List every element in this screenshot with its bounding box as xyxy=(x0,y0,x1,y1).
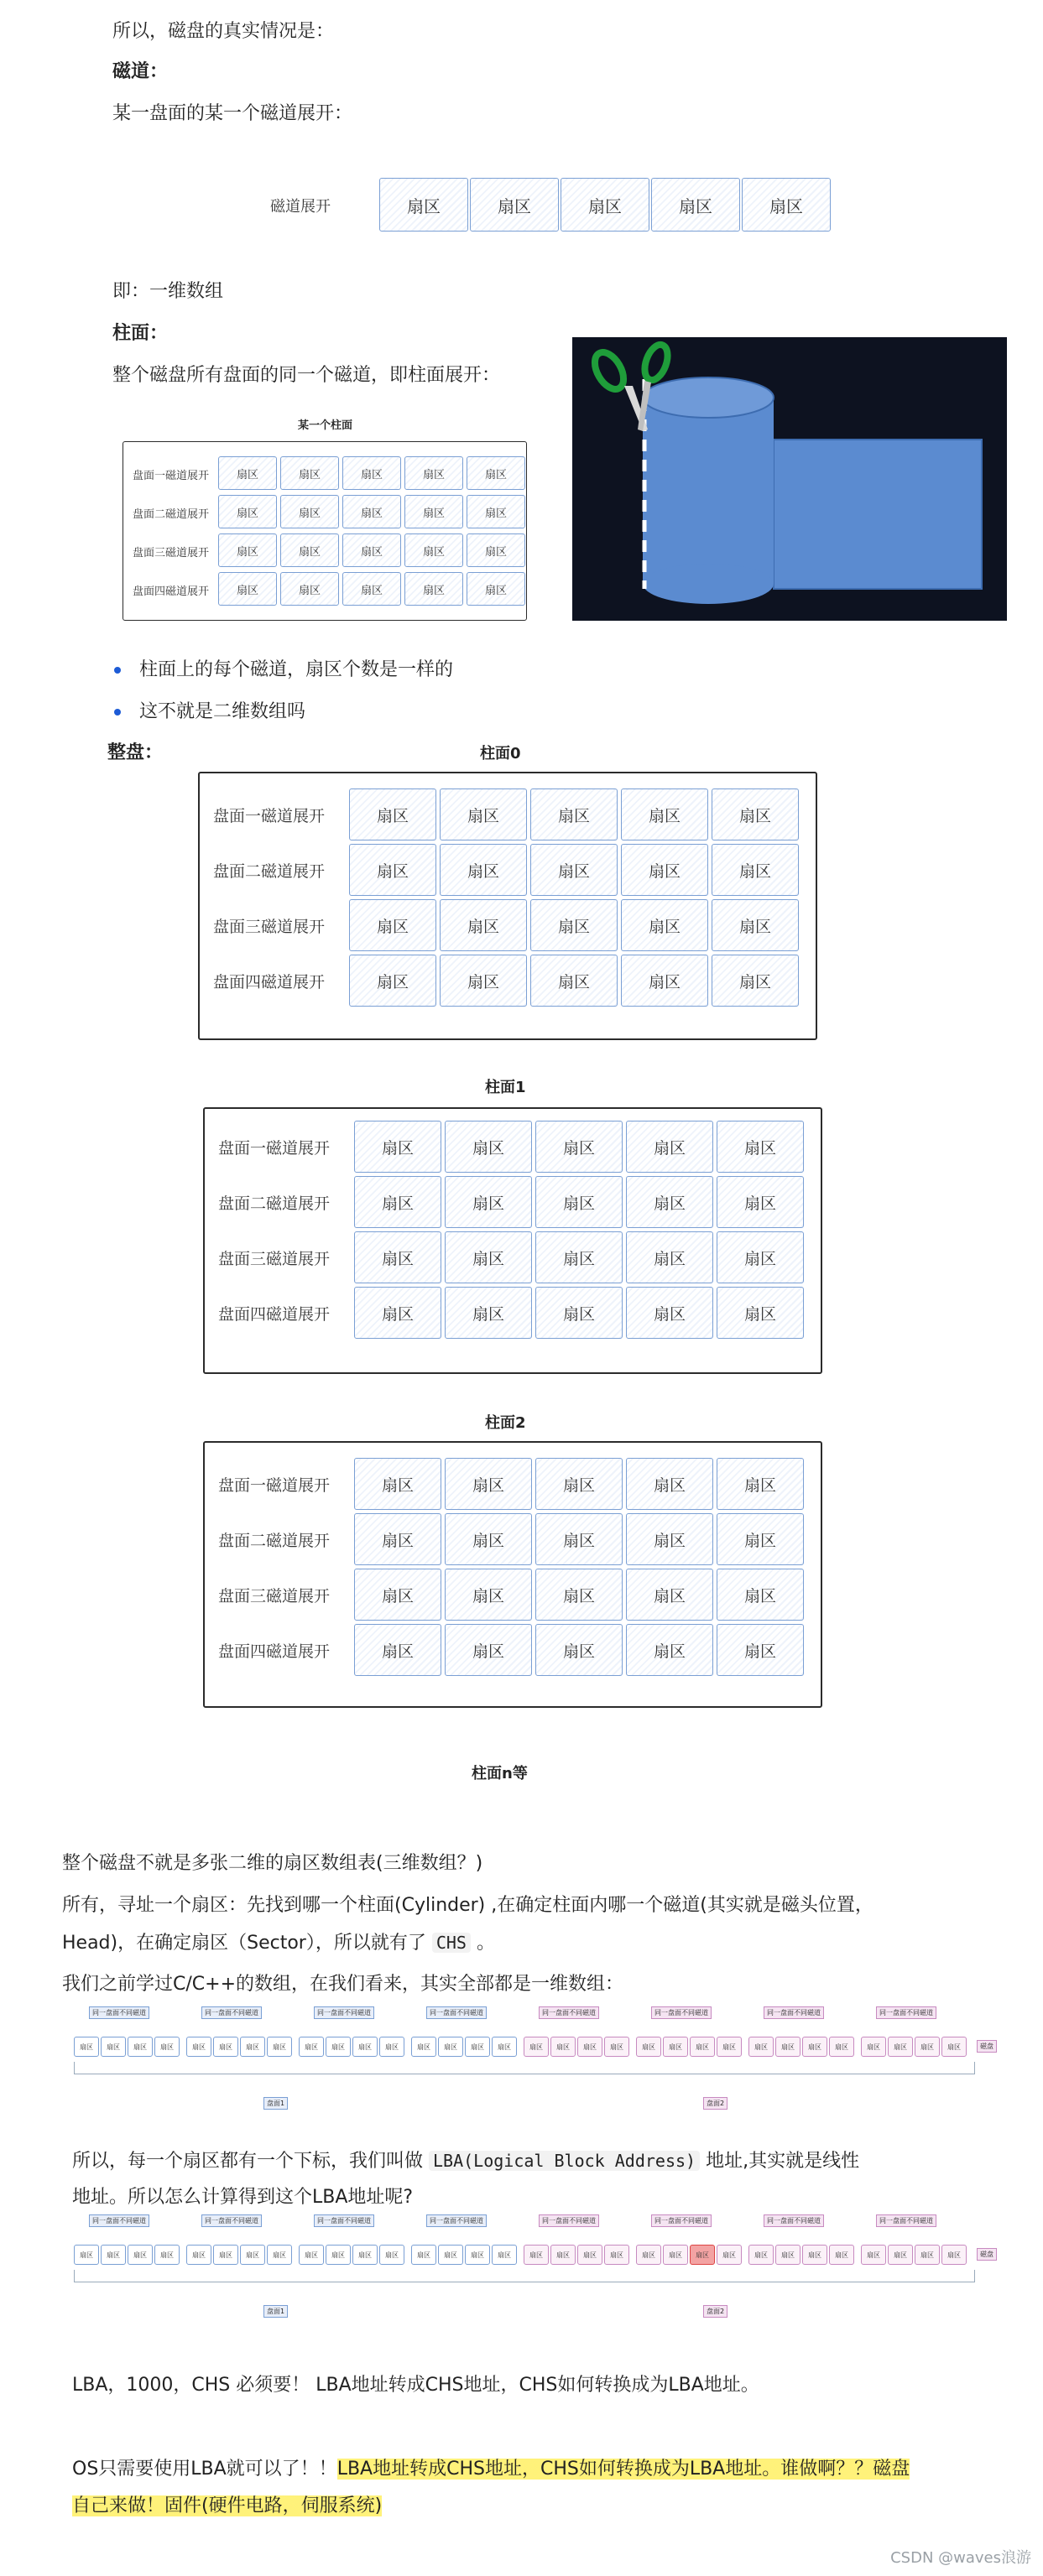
sector-cell: 扇区 xyxy=(524,2037,549,2057)
row-label: 盘面一磁道展开 xyxy=(218,1139,331,1158)
cylinder-1-title: 柱面1 xyxy=(485,1079,526,1096)
watermark: CSDN @waves浪游 xyxy=(890,2549,1031,2567)
sector-cell: 扇区 xyxy=(636,2037,661,2057)
sector-cell: 扇区 xyxy=(621,955,708,1007)
sector-cell: 扇区 xyxy=(621,899,708,951)
strip-bracket xyxy=(74,2062,975,2074)
sector-cell: 扇区 xyxy=(941,2245,967,2265)
row-label: 盘面一磁道展开 xyxy=(213,807,326,825)
sector-cell: 扇区 xyxy=(299,2245,324,2265)
cylinder-desc: 整个磁盘所有盘面的同一个磁道，即柱面展开： xyxy=(112,365,501,386)
strip-group-label: 同一盘面不同磁道 xyxy=(426,2214,487,2227)
sector-cell: 扇区 xyxy=(915,2245,940,2265)
sector-cell: 扇区 xyxy=(379,178,468,232)
row-label: 盘面三磁道展开 xyxy=(218,1587,331,1605)
strip-group-label: 同一盘面不同磁道 xyxy=(89,2214,149,2227)
row-label: 盘面三磁道展开 xyxy=(218,1250,331,1268)
bullet-dot xyxy=(114,667,121,674)
sector-cell: 扇区 xyxy=(467,533,525,567)
sector-cell: 扇区 xyxy=(530,788,618,840)
sector-cell: 扇区 xyxy=(626,1624,713,1676)
sector-cell: 扇区 xyxy=(712,899,799,951)
strip-end-label: 磁盘 xyxy=(977,2040,997,2053)
strip-group-label: 同一盘面不同磁道 xyxy=(764,2006,824,2019)
strip-bottom-label: 盘面1 xyxy=(263,2097,288,2110)
sector-cell: 扇区 xyxy=(561,178,649,232)
strip-group-label: 同一盘面不同磁道 xyxy=(539,2006,599,2019)
row-label: 盘面三磁道展开 xyxy=(133,547,210,559)
sector-cell: 扇区 xyxy=(577,2245,602,2265)
sector-cell: 扇区 xyxy=(354,1176,441,1228)
sector-cell: 扇区 xyxy=(128,2037,153,2057)
cylinder-2-title: 柱面2 xyxy=(485,1414,526,1432)
sector-cell: 扇区 xyxy=(626,1176,713,1228)
sector-cell: 扇区 xyxy=(663,2037,688,2057)
sector-cell: 扇区 xyxy=(354,1121,441,1173)
sector-cell: 扇区 xyxy=(154,2037,180,2057)
sector-cell: 扇区 xyxy=(128,2245,153,2265)
cylinder-top xyxy=(643,377,774,418)
sector-cell: 扇区 xyxy=(621,844,708,896)
row-label: 盘面一磁道展开 xyxy=(133,470,210,482)
sector-cell: 扇区 xyxy=(535,1458,623,1510)
row-label: 盘面一磁道展开 xyxy=(218,1476,331,1495)
sector-cell: 扇区 xyxy=(941,2037,967,2057)
sector-cell: 扇区 xyxy=(280,533,339,567)
sector-cell: 扇区 xyxy=(267,2245,292,2265)
row-label: 盘面二磁道展开 xyxy=(218,1532,331,1550)
para-3d-array: 整个磁盘不就是多张二维的扇区数组表(三维数组？) xyxy=(62,1853,483,1874)
sector-cell: 扇区 xyxy=(349,899,436,951)
sector-cell: 扇区 xyxy=(438,2245,463,2265)
track-heading: 磁道： xyxy=(112,61,169,82)
strip-bottom-label: 盘面2 xyxy=(703,2097,727,2110)
cylinder-cut-illustration xyxy=(572,337,1007,621)
sector-cell: 扇区 xyxy=(445,1287,532,1339)
chs-code: CHS xyxy=(432,1933,471,1953)
strip-bracket xyxy=(74,2270,975,2282)
sector-cell: 扇区 xyxy=(218,572,277,606)
sector-cell: 扇区 xyxy=(354,1231,441,1283)
strip-group-label: 同一盘面不同磁道 xyxy=(426,2006,487,2019)
sector-cell: 扇区 xyxy=(626,1121,713,1173)
sector-cell: 扇区 xyxy=(465,2245,490,2265)
sector-cell: 扇区 xyxy=(267,2037,292,2057)
sector-cell: 扇区 xyxy=(663,2245,688,2265)
sector-cell: 扇区 xyxy=(213,2037,238,2057)
para-1d-array: 我们之前学过C/C++的数组，在我们看来，其实全部都是一维数组： xyxy=(62,1974,624,1995)
sector-cell: 扇区 xyxy=(470,178,559,232)
sector-cell: 扇区 xyxy=(530,844,618,896)
sector-cell: 扇区 xyxy=(717,2245,742,2265)
sector-cell: 扇区 xyxy=(404,456,463,490)
sector-cell: 扇区 xyxy=(445,1569,532,1621)
sector-cell: 扇区 xyxy=(467,456,525,490)
row-label: 盘面四磁道展开 xyxy=(218,1642,331,1661)
bullet-item: 柱面上的每个磁道，扇区个数是一样的 xyxy=(139,659,454,680)
strip-group-label: 同一盘面不同磁道 xyxy=(539,2214,599,2227)
strip-group-label: 同一盘面不同磁道 xyxy=(89,2006,149,2019)
sector-cell: 扇区 xyxy=(748,2037,774,2057)
sector-cell: 扇区 xyxy=(626,1458,713,1510)
sector-cell: 扇区 xyxy=(530,955,618,1007)
sector-cell: 扇区 xyxy=(717,1231,804,1283)
sector-cell: 扇区 xyxy=(712,955,799,1007)
sector-cell: 扇区 xyxy=(354,1624,441,1676)
strip-group-label: 同一盘面不同磁道 xyxy=(876,2214,936,2227)
sector-cell: 扇区 xyxy=(379,2037,404,2057)
sector-cell: 扇区 xyxy=(342,533,401,567)
sector-cell: 扇区 xyxy=(240,2245,265,2265)
sector-cell: 扇区 xyxy=(440,899,527,951)
sector-cell: 扇区 xyxy=(626,1287,713,1339)
sector-cell: 扇区 xyxy=(775,2037,801,2057)
sector-cell: 扇区 xyxy=(467,495,525,528)
sector-cell: 扇区 xyxy=(802,2037,827,2057)
sector-cell: 扇区 xyxy=(717,1458,804,1510)
strip-group-label: 同一盘面不同磁道 xyxy=(651,2214,712,2227)
sector-cell: 扇区 xyxy=(440,955,527,1007)
sector-cell: 扇区 xyxy=(445,1121,532,1173)
bullet-item: 这不就是二维数组吗 xyxy=(139,701,306,722)
para-chs-line1: 所有，寻址一个扇区：先找到哪一个柱面(Cylinder) ,在确定柱面内哪一个磁道(其实就是磁头位置， xyxy=(62,1895,874,1916)
track-diagram-label: 磁道展开 xyxy=(270,198,331,216)
sector-cell: 扇区 xyxy=(690,2037,715,2057)
highlight-text: LBA地址转成CHS地址，CHS如何转换成为LBA地址。谁做啊？？磁盘 xyxy=(336,2459,910,2480)
para-lba-chs: LBA，1000，CHS 必须要！ LBA地址转成CHS地址，CHS如何转换成为LBA地址。 xyxy=(72,2375,759,2396)
sector-cell: 扇区 xyxy=(465,2037,490,2057)
sector-cell: 扇区 xyxy=(492,2245,517,2265)
sector-cell: 扇区 xyxy=(213,2245,238,2265)
sector-cell: 扇区 xyxy=(186,2037,211,2057)
sector-cell: 扇区 xyxy=(604,2245,629,2265)
sector-cell: 扇区 xyxy=(445,1231,532,1283)
cylinder-n-caption: 柱面n等 xyxy=(472,1765,528,1782)
sector-cell: 扇区 xyxy=(829,2037,854,2057)
strip-bottom-label: 盘面2 xyxy=(703,2305,727,2318)
row-label: 盘面二磁道展开 xyxy=(133,508,210,521)
sector-cell: 扇区 xyxy=(299,2037,324,2057)
sector-cell: 扇区 xyxy=(74,2245,99,2265)
para-os-line2 xyxy=(72,2493,382,2520)
track-after-text: 即：一维数组 xyxy=(112,281,224,302)
sector-cell: 扇区 xyxy=(342,456,401,490)
sector-cell: 扇区 xyxy=(535,1513,623,1565)
row-label: 盘面二磁道展开 xyxy=(218,1194,331,1213)
sector-cell: 扇区 xyxy=(550,2037,576,2057)
sector-cell: 扇区 xyxy=(717,1121,804,1173)
strip-group-label: 同一盘面不同磁道 xyxy=(314,2214,374,2227)
row-label: 盘面四磁道展开 xyxy=(218,1305,331,1324)
sector-cell: 扇区 xyxy=(492,2037,517,2057)
sector-cell: 扇区 xyxy=(440,788,527,840)
para-lba-line2: 地址。所以怎么计算得到这个LBA地址呢? xyxy=(72,2187,414,2208)
sector-cell: 扇区 xyxy=(326,2037,351,2057)
sector-cell: 扇区 xyxy=(379,2245,404,2265)
sector-cell: 扇区 xyxy=(404,533,463,567)
sector-cell: 扇区 xyxy=(354,1458,441,1510)
row-label: 盘面二磁道展开 xyxy=(213,862,326,881)
sector-cell: 扇区 xyxy=(717,1624,804,1676)
intro-text: 所以，磁盘的真实情况是： xyxy=(112,21,335,42)
strip-bottom-label: 盘面1 xyxy=(263,2305,288,2318)
sector-cell: 扇区 xyxy=(888,2245,913,2265)
strip-group-label: 同一盘面不同磁道 xyxy=(876,2006,936,2019)
sector-cell: 扇区 xyxy=(438,2037,463,2057)
cylinder-diagram-title: 某一个柱面 xyxy=(298,419,353,432)
sector-cell: 扇区 xyxy=(535,1287,623,1339)
cylinder-heading: 柱面： xyxy=(112,323,169,344)
sector-cell: 扇区 xyxy=(717,1513,804,1565)
highlight-text: 自己来做！固件(硬件电路，伺服系统) xyxy=(72,2495,383,2516)
para-os-line1: OS只需要使用LBA就可以了！！LBA地址转成CHS地址，CHS如何转换成为LBA地址。谁做啊？？磁盘 xyxy=(72,2459,910,2480)
sector-cell: 扇区 xyxy=(354,1287,441,1339)
cylinder-bottom xyxy=(643,564,774,604)
sector-cell: 扇区 xyxy=(861,2037,886,2057)
sector-cell: 扇区 xyxy=(218,533,277,567)
strip-group-label: 同一盘面不同磁道 xyxy=(651,2006,712,2019)
sector-cell: 扇区 xyxy=(404,572,463,606)
unrolled-surface xyxy=(774,440,982,589)
sector-cell: 扇区 xyxy=(445,1513,532,1565)
sector-cell: 扇区 xyxy=(101,2037,126,2057)
sector-cell: 扇区 xyxy=(535,1121,623,1173)
sector-cell: 扇区 xyxy=(717,2037,742,2057)
sector-cell: 扇区 xyxy=(354,1569,441,1621)
lba-code: LBA(Logical Block Address) xyxy=(429,2151,700,2171)
sector-cell: 扇区 xyxy=(280,572,339,606)
sector-cell: 扇区 xyxy=(626,1569,713,1621)
para-lba-line1: 所以，每一个扇区都有一个下标，我们叫做 LBA(Logical Block Address) 地址,其实就是线性 xyxy=(72,2151,860,2172)
sector-cell: 扇区 xyxy=(342,495,401,528)
strip-group-label: 同一盘面不同磁道 xyxy=(314,2006,374,2019)
cylinder-photo xyxy=(572,337,1007,621)
sector-cell: 扇区 xyxy=(467,572,525,606)
sector-cell: 扇区 xyxy=(535,1176,623,1228)
sector-cell: 扇区 xyxy=(915,2037,940,2057)
disk-heading: 整盘： xyxy=(107,742,164,763)
sector-cell: 扇区 xyxy=(748,2245,774,2265)
sector-cell: 扇区 xyxy=(829,2245,854,2265)
track-desc: 某一盘面的某一个磁道展开： xyxy=(112,103,353,124)
sector-cell: 扇区 xyxy=(101,2245,126,2265)
sector-cell: 扇区 xyxy=(404,495,463,528)
strip-end-label: 磁盘 xyxy=(977,2248,997,2261)
sector-cell: 扇区 xyxy=(445,1458,532,1510)
sector-cell: 扇区 xyxy=(411,2245,436,2265)
sector-cell: 扇区 xyxy=(712,844,799,896)
sector-cell: 扇区 xyxy=(440,844,527,896)
sector-cell: 扇区 xyxy=(524,2245,549,2265)
sector-cell: 扇区 xyxy=(621,788,708,840)
cylinder-body xyxy=(643,398,774,584)
sector-cell: 扇区 xyxy=(775,2245,801,2265)
cylinder-0-title: 柱面0 xyxy=(480,745,521,762)
bullet-dot xyxy=(114,709,121,716)
sector-cell: 扇区 xyxy=(802,2245,827,2265)
strip-group-label: 同一盘面不同磁道 xyxy=(764,2214,824,2227)
sector-cell: 扇区 xyxy=(888,2037,913,2057)
sector-cell: 扇区 xyxy=(349,788,436,840)
sector-cell: 扇区 xyxy=(712,788,799,840)
sector-cell: 扇区 xyxy=(218,495,277,528)
sector-cell: 扇区 xyxy=(535,1569,623,1621)
sector-cell: 扇区 xyxy=(445,1624,532,1676)
sector-cell: 扇区 xyxy=(342,572,401,606)
sector-cell: 扇区 xyxy=(742,178,831,232)
para-chs-line2: Head)，在确定扇区（Sector），所以就有了 CHS 。 xyxy=(62,1933,495,1954)
sector-cell: 扇区 xyxy=(349,955,436,1007)
sector-cell: 扇区 xyxy=(154,2245,180,2265)
sector-cell: 扇区 xyxy=(280,456,339,490)
sector-cell: 扇区 xyxy=(717,1569,804,1621)
sector-cell: 扇区 xyxy=(636,2245,661,2265)
sector-cell: 扇区 xyxy=(626,1513,713,1565)
sector-cell: 扇区 xyxy=(352,2037,378,2057)
sector-cell: 扇区 xyxy=(186,2245,211,2265)
sector-cell: 扇区 xyxy=(240,2037,265,2057)
sector-cell: 扇区 xyxy=(218,456,277,490)
sector-cell: 扇区 xyxy=(280,495,339,528)
row-label: 盘面四磁道展开 xyxy=(133,585,210,598)
sector-cell: 扇区 xyxy=(690,2245,715,2265)
sector-cell: 扇区 xyxy=(411,2037,436,2057)
sector-cell: 扇区 xyxy=(530,899,618,951)
sector-cell: 扇区 xyxy=(550,2245,576,2265)
strip-group-label: 同一盘面不同磁道 xyxy=(201,2214,262,2227)
sector-cell: 扇区 xyxy=(861,2245,886,2265)
sector-cell: 扇区 xyxy=(577,2037,602,2057)
row-label: 盘面四磁道展开 xyxy=(213,973,326,991)
sector-cell: 扇区 xyxy=(626,1231,713,1283)
sector-cell: 扇区 xyxy=(651,178,740,232)
sector-cell: 扇区 xyxy=(352,2245,378,2265)
sector-cell: 扇区 xyxy=(535,1624,623,1676)
sector-cell: 扇区 xyxy=(354,1513,441,1565)
sector-cell: 扇区 xyxy=(604,2037,629,2057)
sector-cell: 扇区 xyxy=(349,844,436,896)
sector-cell: 扇区 xyxy=(717,1287,804,1339)
sector-cell: 扇区 xyxy=(326,2245,351,2265)
row-label: 盘面三磁道展开 xyxy=(213,918,326,936)
sector-cell: 扇区 xyxy=(445,1176,532,1228)
sector-cell: 扇区 xyxy=(717,1176,804,1228)
strip-group-label: 同一盘面不同磁道 xyxy=(201,2006,262,2019)
sector-cell: 扇区 xyxy=(74,2037,99,2057)
sector-cell: 扇区 xyxy=(535,1231,623,1283)
